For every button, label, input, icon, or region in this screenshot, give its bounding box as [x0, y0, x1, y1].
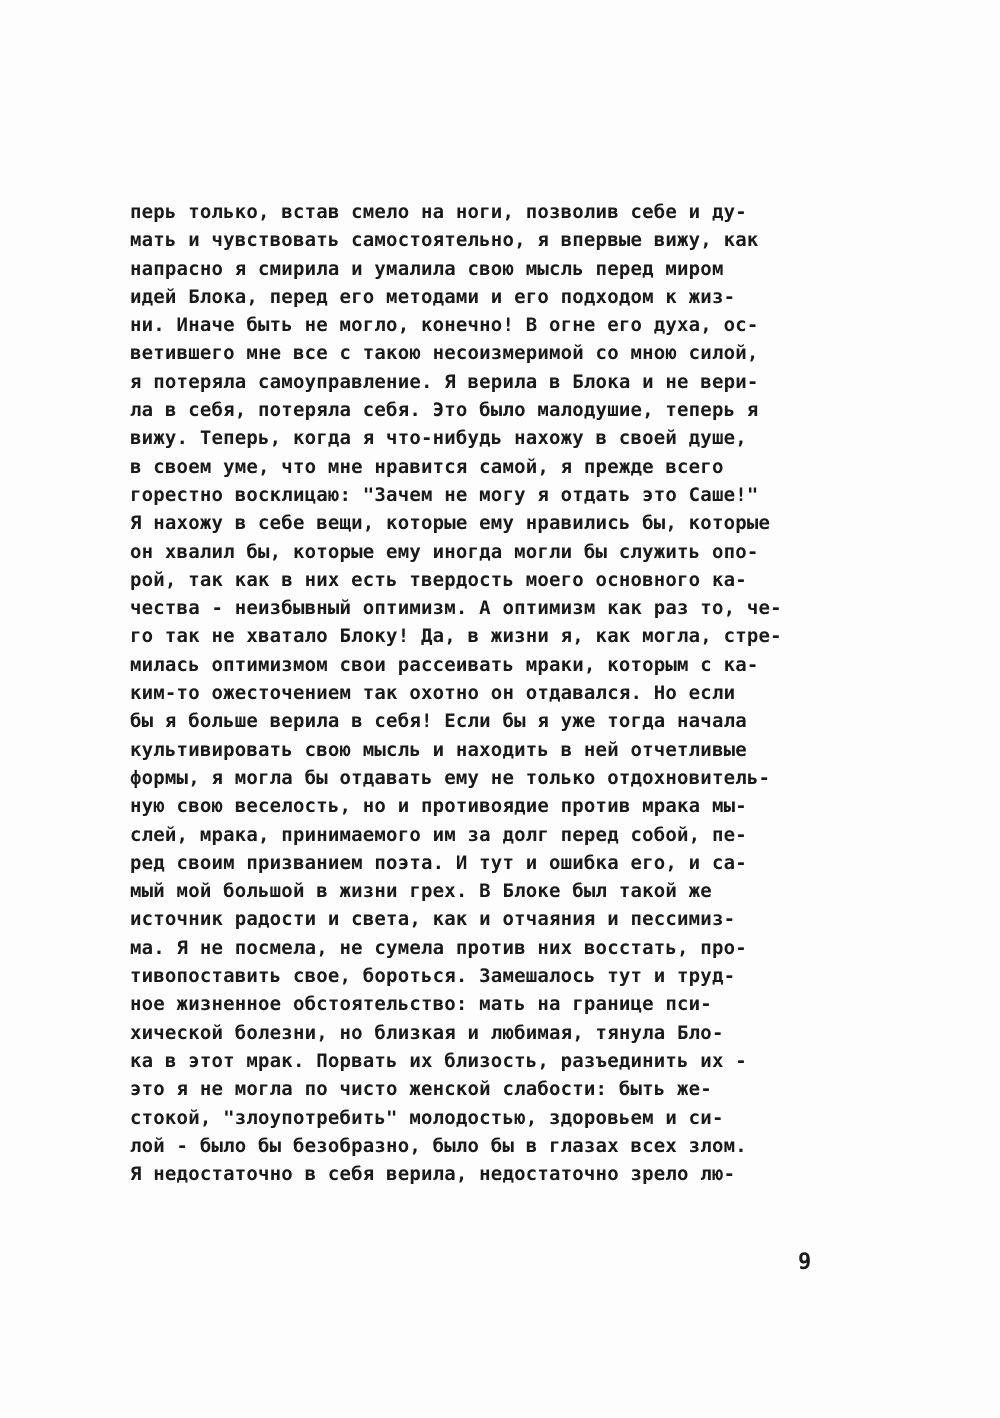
- text-line: ка в этот мрак. Порвать их близость, разъединить их -: [130, 1049, 747, 1072]
- text-line: ким-то ожесточением так охотно он отдавался. Но если: [130, 682, 736, 705]
- text-line: бы я больше верила в себя! Если бы я уже тогда начала: [130, 710, 747, 733]
- text-line: вижу. Теперь, когда я что-нибудь нахожу в своей душе,: [130, 427, 747, 450]
- text-line: источник радости и света, как и отчаяния и пессимиз-: [130, 908, 736, 931]
- text-line: культивировать свою мысль и находить в ней отчетливые: [130, 738, 747, 761]
- text-line: лой - было бы безобразно, было бы в глазах всех злом.: [130, 1134, 747, 1157]
- text-line: рой, так как в них есть твердость моего основного ка-: [130, 568, 747, 591]
- text-line: ное жизненное обстоятельство: мать на границе пси-: [130, 993, 712, 1016]
- text-line: мать и чувствовать самостоятельно, я впервые вижу, как: [130, 229, 759, 252]
- text-line: напрасно я смирила и умалила свою мысль перед миром: [130, 257, 724, 280]
- text-line: стокой, "злоупотребить" молодостью, здоровьем и си-: [130, 1106, 724, 1129]
- text-line: я потеряла самоуправление. Я верила в Блока и не вери-: [130, 370, 759, 393]
- text-line: ла в себя, потеряла себя. Это было малодушие, теперь я: [130, 399, 759, 422]
- text-line: он хвалил бы, которые ему иногда могли бы служить опо-: [130, 540, 759, 563]
- text-line: формы, я могла бы отдавать ему не только отдохновитель-: [130, 766, 771, 789]
- text-line: перь только, встав смело на ноги, позволив себе и ду-: [130, 201, 747, 223]
- text-line: мый мой большой в жизни грех. В Блоке был такой же: [130, 880, 712, 903]
- text-line: тивопоставить свое, бороться. Замешалось тут и труд-: [130, 965, 736, 988]
- text-line: милась оптимизмом свои рассеивать мраки, которым с ка-: [130, 653, 759, 676]
- text-line: го так не хватало Блоку! Да, в жизни я, как могла, стре-: [130, 625, 782, 648]
- text-line: Я нахожу в себе вещи, которые ему нравились бы, которые: [130, 512, 771, 535]
- page-number: 9: [798, 1250, 812, 1275]
- text-line: горестно восклицаю: "Зачем не могу я отдать это Саше!": [130, 483, 759, 506]
- text-line: слей, мрака, принимаемого им за долг перед собой, пе-: [130, 823, 747, 846]
- text-line: ма. Я не посмела, не сумела против них восстать, про-: [130, 936, 747, 959]
- text-line: это я не могла по чисто женской слабости: быть же-: [130, 1078, 712, 1101]
- text-line: в своем уме, что мне нравится самой, я прежде всего: [130, 455, 724, 478]
- text-line: чества - неизбывный оптимизм. А оптимизм как раз то, че-: [130, 597, 782, 620]
- text-line: хической болезни, но близкая и любимая, тянула Бло-: [130, 1021, 724, 1044]
- body-text: [130, 198, 870, 1188]
- text-line: Я недостаточно в себя верила, недостаточно зрело лю-: [130, 1163, 736, 1186]
- text-line: ни. Иначе быть не могло, конечно! В огне его духа, ос-: [130, 314, 759, 337]
- text-line: идей Блока, перед его методами и его подходом к жиз-: [130, 285, 736, 308]
- text-line: ред своим призванием поэта. И тут и ошибка его, и са-: [130, 851, 747, 874]
- text-line: ветившего мне все с такою несоизмеримой со мною силой,: [130, 342, 759, 365]
- text-line: ную свою веселость, но и противоядие против мрака мы-: [130, 795, 747, 818]
